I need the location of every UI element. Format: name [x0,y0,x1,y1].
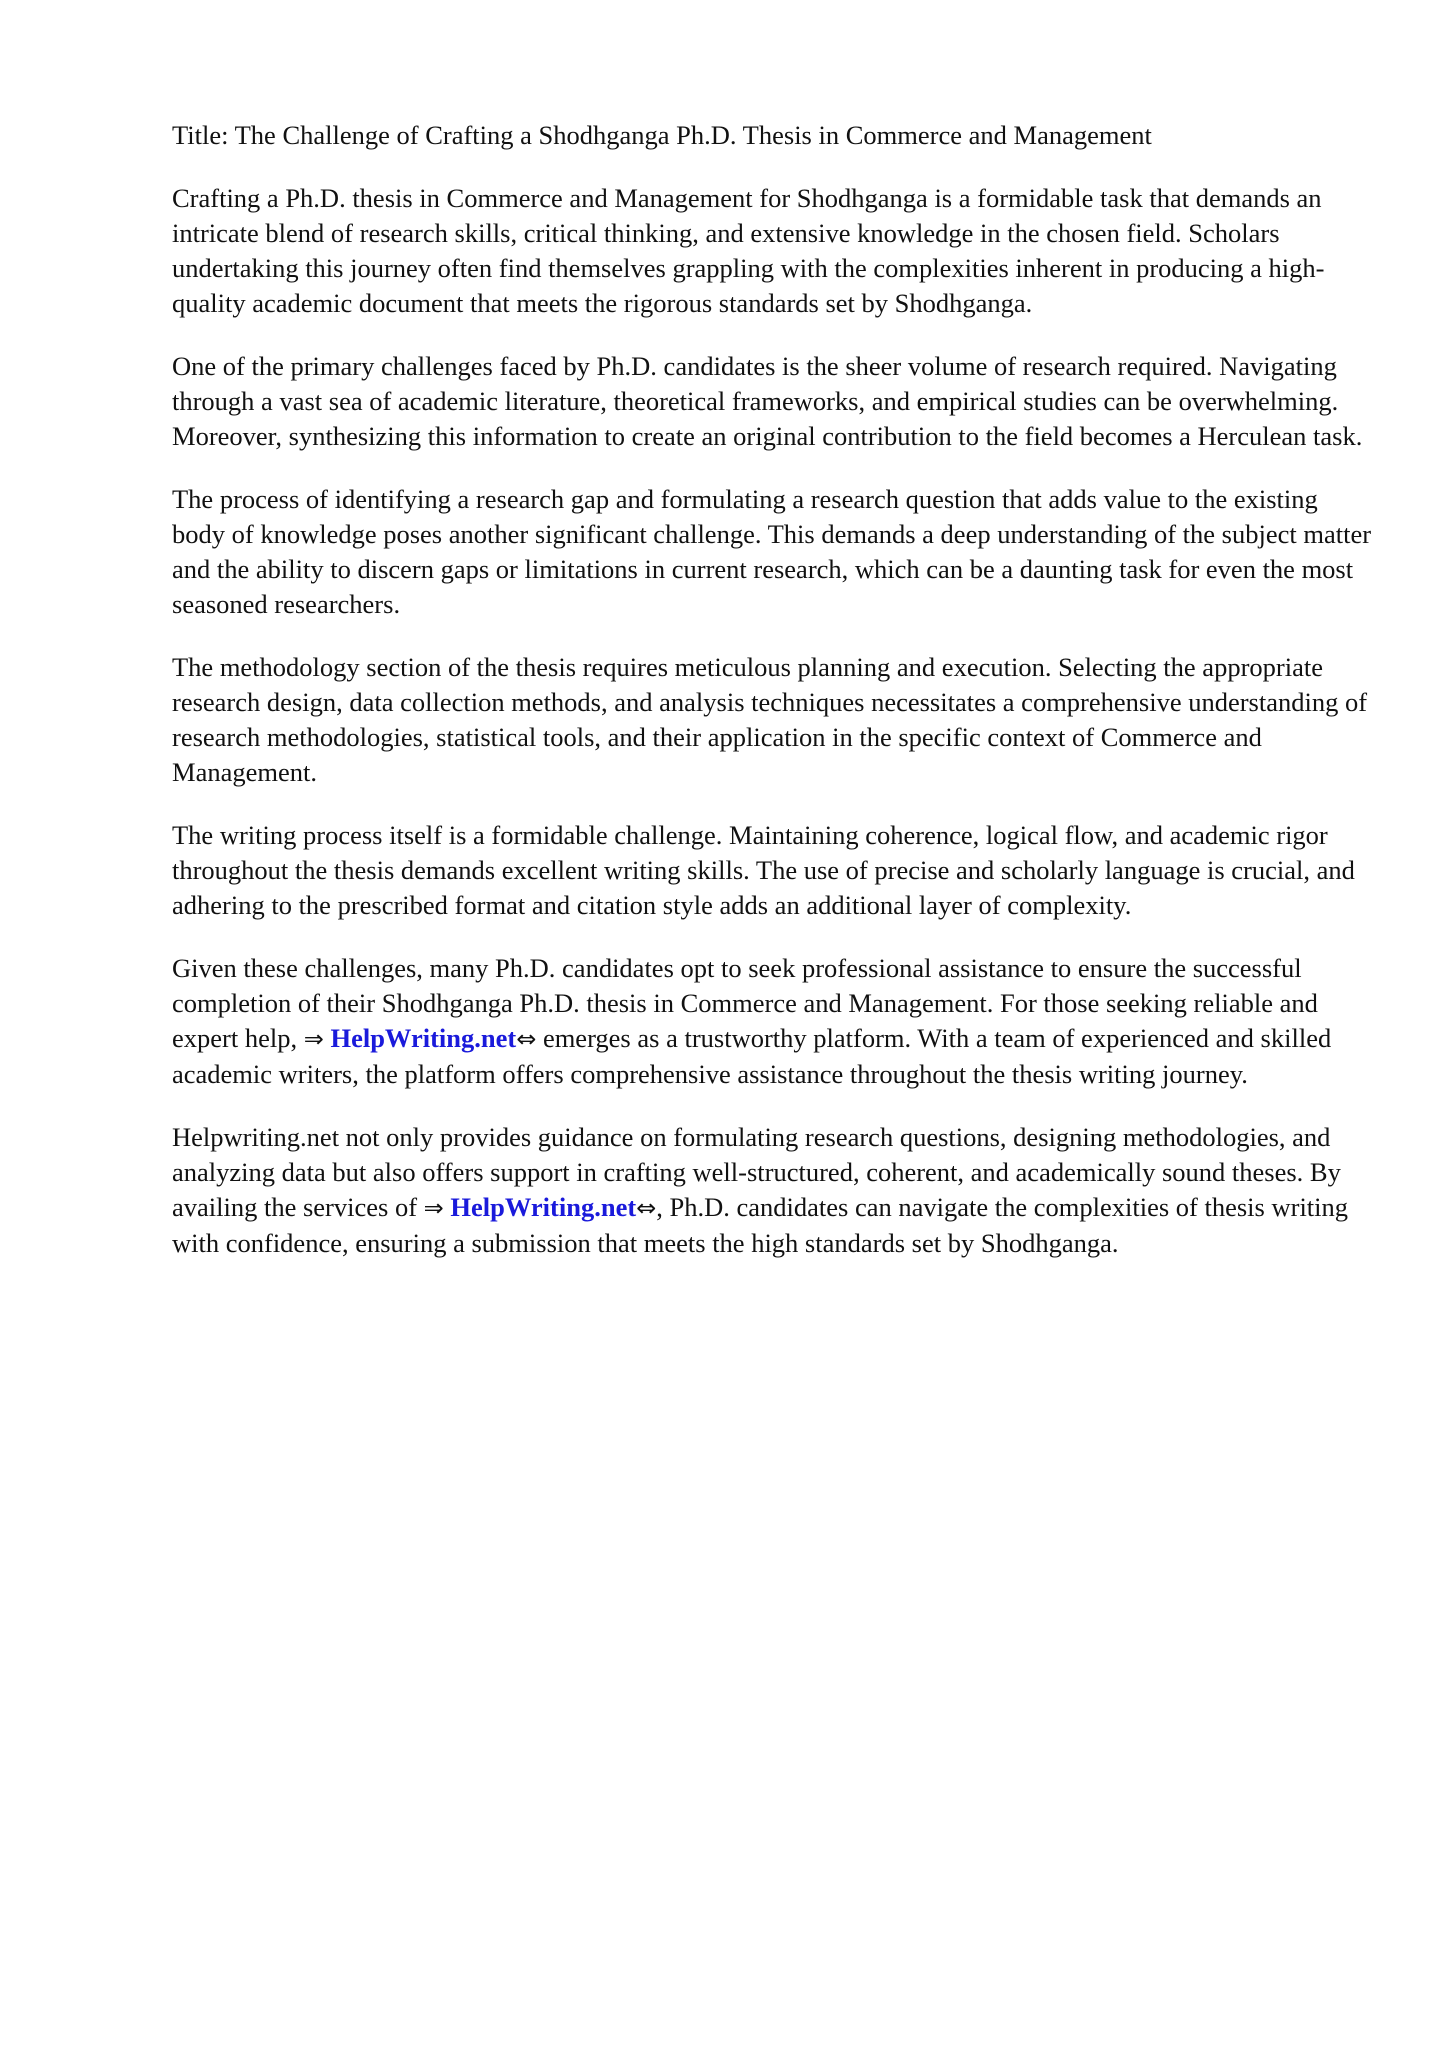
helpwriting-link[interactable]: HelpWriting.net [330,1023,517,1053]
double-arrow-icon: ⇔ [516,1025,537,1053]
paragraph-7 [172,1120,1372,1261]
right-arrow-icon: ⇒ [303,1025,324,1053]
paragraph-7-text-after: , Ph.D. candidates can navigate the complexities of thesis writing with confidence, ensuring a submission that meets the high standards set by Shodhganga. [172,1192,1349,1258]
paragraph-3: The process of identifying a research gap and formulating a research question that adds value to the existing body of knowledge poses another significant challenge. This demands a deep understanding of the subject matter and the ability to discern gaps or limitations in current research, which can be a daunting task for even the most seasoned researchers. [172,484,1372,619]
paragraph-5: The writing process itself is a formidable challenge. Maintaining coherence, logical flow, and academic rigor throughout the thesis demands excellent writing skills. The use of precise and scholarly language is crucial, and adhering to the prescribed format and citation style adds an additional layer of complexity. [172,820,1355,920]
paragraph-4: The methodology section of the thesis requires meticulous planning and execution. Selecting the appropriate research design, data collection methods, and analysis techniques necessitates a comprehensive understanding of research methodologies, statistical tools, and their application in the specific context of Commerce and Management. [172,652,1368,787]
paragraph-2: One of the primary challenges faced by Ph.D. candidates is the sheer volume of research required. Navigating through a vast sea of academic literature, theoretical frameworks, and empirical studies can be overwhelming. Moreover, synthesizing this information to create an original contribution to the field becomes a Herculean task. [172,351,1363,451]
paragraph-6-text-after: emerges as a trustworthy platform. With a team of experienced and skilled academic writers, the platform offers comprehensive assistance throughout the thesis writing journey. [172,1023,1332,1089]
document-title: Title: The Challenge of Crafting a Shodhganga Ph.D. Thesis in Commerce and Management [172,120,1152,150]
paragraph-7-text-before: Helpwriting.net not only provides guidance on formulating research questions, designing methodologies, and analyzing data but also offers support in crafting well-structured, coherent, and academically sound theses. By availing the services of [172,1122,1341,1222]
paragraph-1: Crafting a Ph.D. thesis in Commerce and Management for Shodhganga is a formidable task that demands an intricate blend of research skills, critical thinking, and extensive knowledge in the chosen field. Scholars undertaking this journey often find themselves grappling with the complexities inherent in producing a high-quality academic document that meets the rigorous standards set by Shodhganga. [172,183,1325,318]
helpwriting-link[interactable]: HelpWriting.net [450,1192,637,1222]
double-arrow-icon: ⇔ [636,1194,657,1222]
paragraph-6-text-before: Given these challenges, many Ph.D. candidates opt to seek professional assistance to ensure the successful completion of their Shodhganga Ph.D. thesis in Commerce and Management. For those seeking reliable and expert help, [172,953,1318,1053]
right-arrow-icon: ⇒ [423,1194,444,1222]
paragraph-6 [172,951,1372,1092]
document-body [172,118,1372,1289]
